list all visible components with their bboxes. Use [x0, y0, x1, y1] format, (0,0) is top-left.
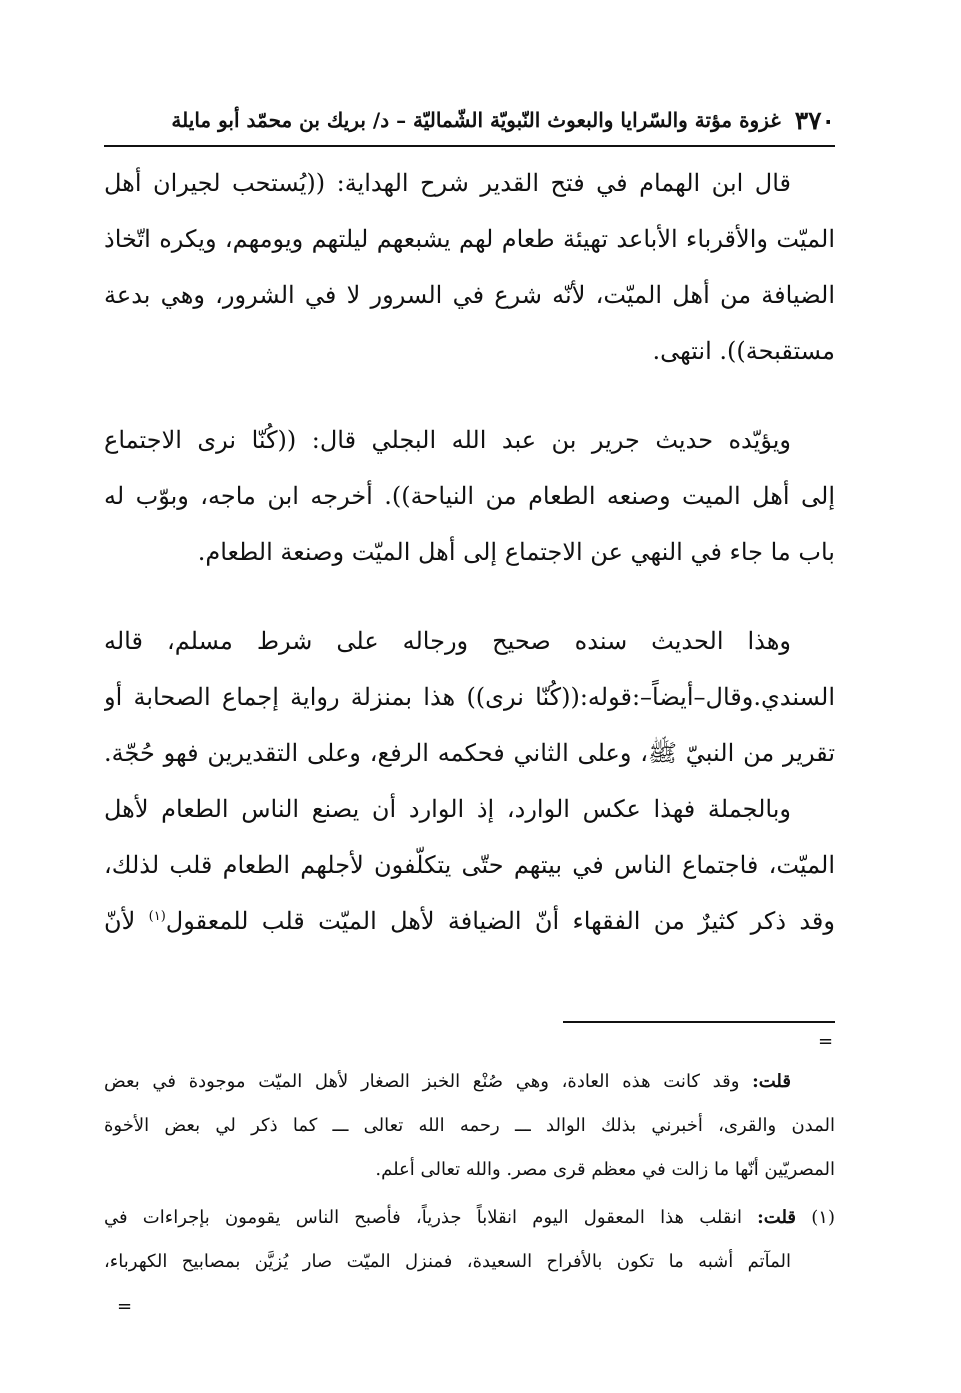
paragraph-3: [104, 613, 835, 781]
running-header: [104, 100, 835, 140]
footnote-line: المصريّين أنّها ما زالت في معظم قرى مصر. والله تعالى أعلم.: [375, 1159, 835, 1180]
continuation-mark: =: [117, 1296, 133, 1317]
page-number: ٣٧٠: [794, 105, 835, 135]
text-line: [104, 893, 835, 949]
text-line: الضيافة من أهل الميّت، لأنّه شرع في السرور لا في الشرور، وهي بدعة: [104, 281, 835, 309]
footnote-line: المدن والقرى، أخبرني بذلك الوالد ـــ رحمه الله تعالى ـــ كما ذكر لي بعض الأخوة: [104, 1115, 835, 1136]
paragraph-4: [104, 781, 835, 949]
footnote-number: (١): [811, 1207, 835, 1228]
text-segment: لأنّ: [104, 907, 136, 935]
footnote-line: قلت: وقد كانت هذه العادة، وهي صُنْع الخبز الصغار لأهل الميّت موجودة في بعض: [104, 1071, 791, 1092]
paragraph-2: [104, 412, 835, 580]
footnote-rule: [563, 1021, 835, 1023]
running-title: غزوة مؤتة والسّرايا والبعوث النّبويّة الشّماليّة – د/ بريك بن محمّد أبو مايلة: [171, 108, 781, 132]
text-line: وبالجملة فهذا عكس الوارد، إذ الوارد أن يصنع الناس الطعام لأهل: [104, 795, 791, 823]
footnote-label: قلت:: [752, 1071, 791, 1092]
text-line: إلى أهل الميت وصنعه الطعام من النياحة)). أخرجه ابن ماجه، وبوّب له: [104, 482, 835, 510]
text-segment: وقد ذكر كثيرٌ من الفقهاء أنّ الضيافة لأهل الميّت قلب للمعقول: [165, 907, 835, 935]
footnote-label: قلت:: [757, 1207, 797, 1228]
text-line: الميّت، فاجتماع الناس في بيتهم حتّى يتكلّفون لأجلهم الطعام قلب لذلك،: [104, 851, 835, 879]
text-line: تقرير من النبيّ ﷺ، وعلى الثاني فحكمه الرفع، وعلى التقديرين فهو حُجّة.: [104, 739, 835, 767]
text-line: وهذا الحديث سنده صحيح ورجاله على شرط مسلم، قاله: [104, 627, 791, 655]
header-rule: [104, 145, 835, 147]
text-line: باب ما جاء في النهي عن الاجتماع إلى أهل الميّت وصنعة الطعام.: [197, 538, 835, 566]
text-line: قال ابن الهمام في فتح القدير شرح الهداية: ((يُستحب لجيران أهل: [104, 169, 791, 197]
footnote-line: المآتم أشبه ما تكون بالأفراح السعيدة، فمنزل الميّت صار يُزيَّن بمصابيح الكهرباء،: [104, 1251, 791, 1272]
footnote-ref: (١): [148, 909, 166, 924]
main-text: [104, 155, 835, 949]
footnote-continued: [104, 1060, 835, 1192]
continuation-mark: =: [818, 1031, 834, 1052]
paragraph-1: [104, 155, 835, 379]
footnotes: [104, 1060, 835, 1284]
text-line: ويؤيّده حديث جرير بن عبد الله البجلي قال: ((كُنّا نرى الاجتماع: [104, 426, 791, 454]
text-line: مستقبحة)). انتهى.: [652, 337, 835, 365]
text-line: الميّت والأقرباء الأباعد تهيئة طعام لهم يشبعهم ليلتهم ويومهم، ويكره اتّخاذ: [104, 225, 835, 253]
text-line: السندي.وقال–أيضاً–:قوله:((كُنّا نرى)) هذا بمنزلة رواية إجماع الصحابة أو: [104, 683, 835, 711]
footnote-line: (١) قلت: انقلب هذا المعقول اليوم انقلاباً جذرياً، فأصبح الناس يقومون بإجراءات في: [104, 1207, 835, 1228]
footnote-1: [104, 1196, 835, 1284]
